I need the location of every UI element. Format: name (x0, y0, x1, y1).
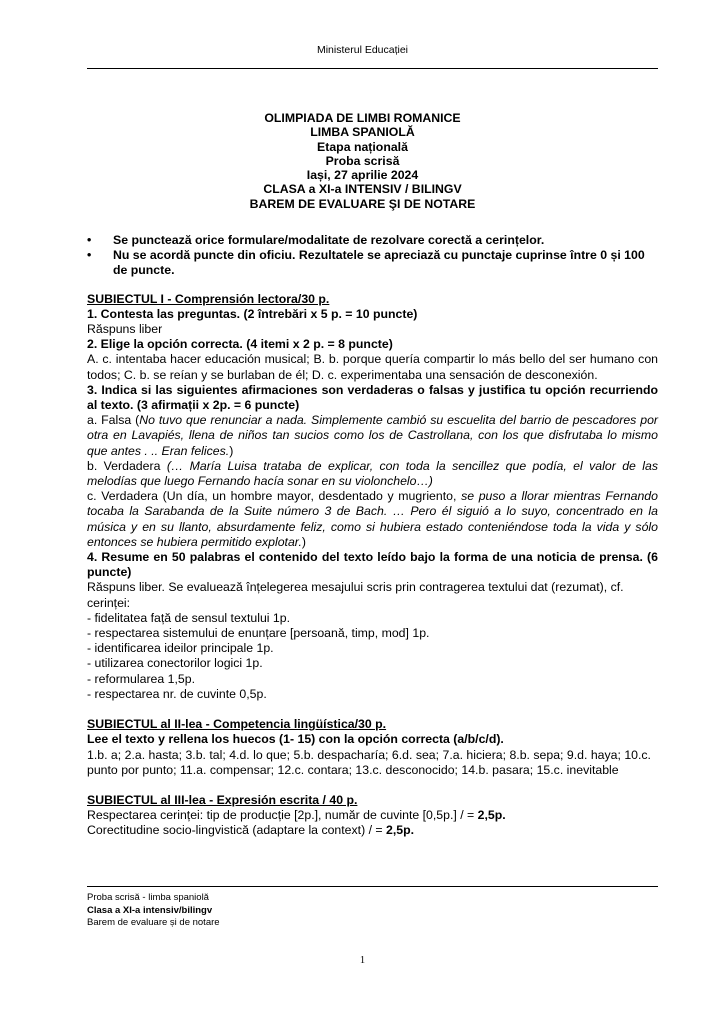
s3-criterion-1: Respectarea cerinței: tip de producție [2p.], număr de cuvinte [0,5p.] / = 2,5p. (87, 808, 506, 823)
section-heading-s3: SUBIECTUL al III-lea - Expresión escrita / 40 p. (87, 792, 358, 807)
title-line: OLIMPIADA DE LIMBI ROMANICE (264, 111, 461, 125)
question-2-title: 2. Elige la opción correcta. (4 itemi x 2 p. = 8 puncte) (87, 337, 393, 352)
spacer (87, 778, 658, 793)
title-line: CLASA a XI-a INTENSIV / BILINGV (263, 182, 462, 197)
question-1-answer: Răspuns liber (87, 322, 163, 337)
question-4-title: 4. Resume en 50 palabras el contenido del texto leído bajo la forma de una noticia de prensa. (6 puncte) (87, 550, 658, 580)
question-3c-answer: c. Verdadera (Un día, un hombre mayor, desdentado y mugriento, se puso a llorar mientras Fernando tocaba la Sarabanda de la Suite número 3 de Bach. … Pero él siguió a lo suyo, concentrado en la música y en su llanto, absurdamente feliz, como si hubiera estado conteniéndose toda la vida y sólo entonces se hubiera permitido explotar.) (87, 489, 658, 549)
bullet-icon: • (87, 233, 92, 247)
page-footer (87, 892, 658, 930)
criteria-item: - utilizarea conectorilor logici 1p. (87, 656, 263, 671)
bullet-icon: • (87, 248, 92, 263)
question-2-answer: A. c. intentaba hacer educación musical; B. b. porque quería compartir lo más bello del ser humano con todos; C. b. se reían y se burlaban de él; D. c. experimentaba una sensación de desconexión. (87, 352, 658, 382)
ministry-header: Ministerul Educației (316, 44, 409, 56)
question-1-title: 1. Contesta las preguntas. (2 întrebări x 5 p. = 10 puncte) (87, 306, 418, 321)
title-line: Iași, 27 aprilie 2024 (306, 168, 419, 183)
criteria-item: - identificarea ideilor principale 1p. (87, 641, 274, 656)
question-4-intro: Răspuns liber. Se evaluează înțelegerea mesajului scris prin contragerea textului dat (rezumat), cf. cerinței: (87, 580, 624, 610)
s2-task: Lee el texto y rellena los huecos (1- 15) con la opción correcta (a/b/c/d). (87, 732, 504, 747)
footer-line: Proba scrisă - limba spaniolă (87, 892, 209, 903)
document-title (0, 111, 725, 211)
title-line: Etapa națională (317, 139, 408, 154)
question-3a-answer: a. Falsa (No tuvo que renunciar a nada. Simplemente cambió su escuelita del barrio de pescadores por otra en Lavapiés, llena de niños tan sucios como los de Castrollana, con los que disfrutaba lo mismo que antes . .. Eran felices.) (87, 413, 658, 458)
criteria-item: - reformularea 1,5p. (87, 671, 195, 686)
criteria-item: - respectarea nr. de cuvinte 0,5p. (87, 686, 267, 701)
section-heading-s1: SUBIECTUL I - Comprensión lectora/30 p. (87, 291, 330, 306)
spacer (87, 702, 658, 717)
general-rules-list (87, 233, 658, 279)
header-divider (87, 68, 658, 69)
s3-criterion-2: Corectitudine socio-lingvistică (adaptare la context) / = 2,5p. (87, 823, 415, 838)
document-body (87, 233, 658, 839)
page-number: 1 (359, 955, 366, 966)
title-line: LIMBA SPANIOLĂ (310, 125, 415, 140)
footer-line: Clasa a XI-a intensiv/bilingv (87, 904, 213, 916)
s2-answers: 1.b. a; 2.a. hasta; 3.b. tal; 4.d. lo que; 5.b. despacharía; 6.d. sea; 7.a. hiciera; 8.b. sepa; 9.d. haya; 10.c. punto por punto; 11.a. compensar; 12.c. contara; 13.c. desconocido; 14.b. pasara; 15.c. inevitable (87, 747, 651, 777)
title-line: Proba scrisă (325, 153, 400, 168)
footer-divider (87, 886, 658, 887)
question-3-title: 3. Indica si las siguientes afirmaciones son verdaderas o falsas y justifica tu opción recurriendo al texto. (3 afirmații x 2p. = 6 puncte) (87, 382, 658, 413)
list-item: • Nu se acordă puncte din oficiu. Rezultatele se apreciază cu punctaje cuprinse între 0 și 100 de puncte. (87, 248, 645, 278)
footer-line: Barem de evaluare și de notare (87, 917, 220, 928)
list-item: • Se punctează orice formulare/modalitate de rezolvare corectă a cerințelor. (87, 233, 545, 247)
criteria-item: - fidelitatea față de sensul textului 1p. (87, 610, 291, 625)
section-heading-s2: SUBIECTUL al II-lea - Competencia lingüística/30 p. (87, 717, 387, 732)
question-3b-answer: b. Verdadera (… María Luisa trataba de explicar, con toda la sencillez que podía, el valor de las melodías que luego Fernando hacía sonar en su violonchelo…) (87, 458, 658, 489)
criteria-item: - respectarea sistemului de enunțare [persoană, timp, mod] 1p. (87, 626, 430, 641)
title-line: BAREM DE EVALUARE ŞI DE NOTARE (249, 196, 476, 211)
